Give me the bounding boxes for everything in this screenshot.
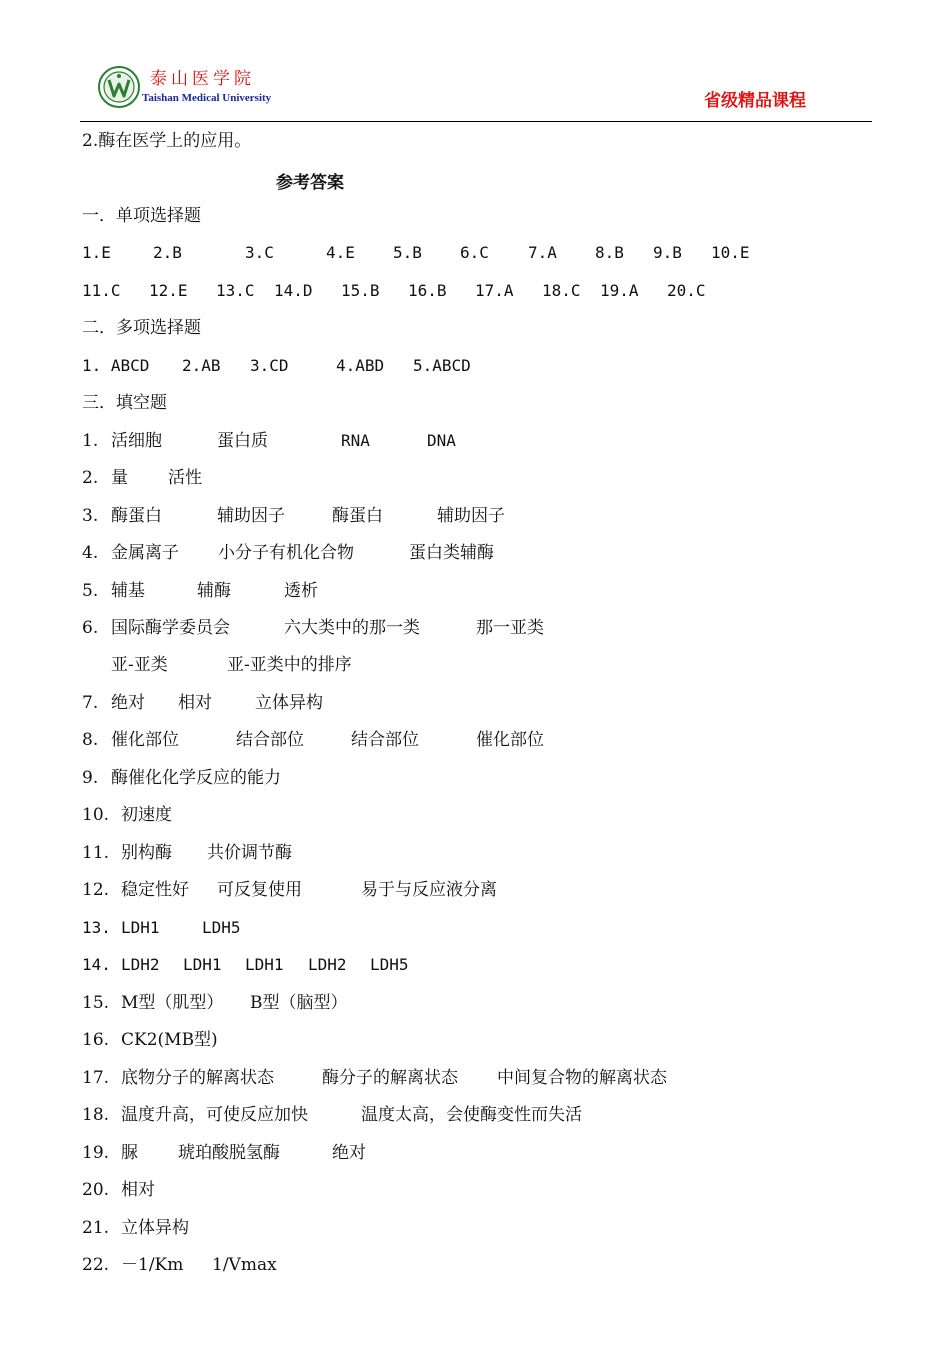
- item-number: 2.: [82, 468, 99, 488]
- answer-item: 酶分子的解离状态: [322, 1068, 458, 1088]
- fill-blank-item: [0, 616, 952, 640]
- answer-item: 亚-亚类: [111, 655, 168, 675]
- answer-item: 18.C: [542, 281, 581, 300]
- fill-blank-item: [0, 803, 952, 827]
- fill-blank-item: [0, 766, 952, 790]
- answer-item: 立体异构: [255, 693, 323, 713]
- answer-item: 结合部位: [351, 730, 419, 750]
- section-heading-fill-blank: 三．填空题: [82, 393, 167, 413]
- fill-blank-item: [0, 1253, 952, 1277]
- answer-item: －1/Km: [121, 1255, 184, 1275]
- answer-item: 酶蛋白: [111, 506, 162, 526]
- answer-item: 10.E: [711, 243, 750, 262]
- answer-item: 5.B: [393, 243, 422, 262]
- answer-item: 11.C: [82, 281, 121, 300]
- fill-blank-item: [0, 1178, 952, 1202]
- fill-blank-item: [0, 1141, 952, 1165]
- answer-item: 金属离子: [111, 543, 179, 563]
- multi-choice-row: [0, 354, 952, 378]
- answer-item: 亚-亚类中的排序: [227, 655, 352, 675]
- answer-item: 小分子有机化合物: [218, 543, 354, 563]
- section-heading-single-choice: 一．单项选择题: [82, 206, 201, 226]
- item-number: 17.: [82, 1068, 110, 1088]
- answer-item: 4.E: [326, 243, 355, 262]
- answer-item: 可反复使用: [217, 880, 302, 900]
- answer-item: 相对: [121, 1180, 155, 1200]
- answer-item: 13.C: [216, 281, 255, 300]
- answer-item: LDH2: [308, 955, 347, 974]
- answer-item: 5.ABCD: [413, 356, 471, 375]
- answer-item: 酶蛋白: [332, 506, 383, 526]
- school-name-en: Taishan Medical University: [142, 92, 272, 104]
- fill-blank-item: [0, 579, 952, 603]
- answer-item: 立体异构: [121, 1218, 189, 1238]
- item-number: 8.: [82, 730, 99, 750]
- answer-item: 6.C: [460, 243, 489, 262]
- fill-blank-item: [0, 653, 952, 677]
- fill-blank-item: [0, 1103, 952, 1127]
- answer-item: 蛋白质: [217, 431, 268, 451]
- answer-item: 易于与反应液分离: [361, 880, 497, 900]
- answer-item: LDH1: [183, 955, 222, 974]
- page-title: 参考答案: [276, 173, 344, 193]
- prev-question: 2.酶在医学上的应用。: [82, 131, 252, 151]
- answer-item: 活性: [168, 468, 202, 488]
- answer-item: 稳定性好: [121, 880, 189, 900]
- fill-blank-item: [0, 728, 952, 752]
- header-divider: [80, 121, 872, 122]
- answer-item: 催化部位: [111, 730, 179, 750]
- answer-item: 8.B: [595, 243, 624, 262]
- answer-item: B型（脑型）: [250, 993, 348, 1013]
- answer-item: 辅助因子: [217, 506, 285, 526]
- item-number: 4.: [82, 543, 99, 563]
- item-number: 22.: [82, 1255, 110, 1275]
- answer-item: 透析: [284, 581, 318, 601]
- item-number: 14.: [82, 955, 111, 974]
- item-number: 19.: [82, 1143, 110, 1163]
- answer-item: 温度升高，可使反应加快: [121, 1105, 308, 1125]
- answer-item: 3.CD: [250, 356, 289, 375]
- answer-item: LDH1: [121, 918, 160, 937]
- answer-item: 六大类中的那一类: [284, 618, 420, 638]
- answer-item: 量: [111, 468, 128, 488]
- fill-blank-item: [0, 841, 952, 865]
- answer-item: 绝对: [332, 1143, 366, 1163]
- fill-blank-item: [0, 466, 952, 490]
- answer-item: M型（肌型）: [121, 993, 224, 1013]
- answer-item: 1/Vmax: [212, 1255, 277, 1275]
- answer-item: LDH2: [121, 955, 160, 974]
- fill-blank-item: [0, 878, 952, 902]
- answer-item: 辅酶: [197, 581, 231, 601]
- course-label: 省级精品课程: [704, 91, 806, 111]
- answer-item: 脲: [121, 1143, 138, 1163]
- item-number: 18.: [82, 1105, 110, 1125]
- answer-item: RNA: [341, 431, 370, 450]
- fill-blank-item: [0, 953, 952, 977]
- answer-item: 琥珀酸脱氢酶: [178, 1143, 280, 1163]
- answer-item: 12.E: [149, 281, 188, 300]
- answer-item: 别构酶: [121, 843, 172, 863]
- answer-item: 结合部位: [236, 730, 304, 750]
- answer-item: LDH1: [245, 955, 284, 974]
- answer-item: 19.A: [600, 281, 639, 300]
- answer-item: 温度太高，会使酶变性而失活: [361, 1105, 582, 1125]
- fill-blank-item: [0, 916, 952, 940]
- answer-item: 蛋白类辅酶: [409, 543, 494, 563]
- answer-item: LDH5: [370, 955, 409, 974]
- item-number: 9.: [82, 768, 99, 788]
- item-number: 12.: [82, 880, 110, 900]
- fill-blank-item: [0, 541, 952, 565]
- answer-item: 16.B: [408, 281, 447, 300]
- answer-item: 1. ABCD: [82, 356, 150, 375]
- answer-item: 酶催化化学反应的能力: [111, 768, 281, 788]
- item-number: 20.: [82, 1180, 110, 1200]
- answer-item: 中间复合物的解离状态: [497, 1068, 667, 1088]
- item-number: 1.: [82, 431, 99, 451]
- single-choice-row: [0, 241, 952, 265]
- answer-item: 17.A: [475, 281, 514, 300]
- fill-blank-item: [0, 1216, 952, 1240]
- answer-item: 活细胞: [111, 431, 162, 451]
- answer-item: 14.D: [274, 281, 313, 300]
- section-heading-multi-choice: 二．多项选择题: [82, 318, 201, 338]
- item-number: 7.: [82, 693, 99, 713]
- answer-item: LDH5: [202, 918, 241, 937]
- item-number: 11.: [82, 843, 110, 863]
- answer-item: CK2(MB型): [121, 1030, 218, 1050]
- item-number: 6.: [82, 618, 99, 638]
- item-number: 5.: [82, 581, 99, 601]
- item-number: 10.: [82, 805, 110, 825]
- answer-item: 1.E: [82, 243, 111, 262]
- school-name-cn: 泰山医学院: [150, 69, 255, 89]
- answer-item: 15.B: [341, 281, 380, 300]
- answer-item: 底物分子的解离状态: [121, 1068, 274, 1088]
- answer-item: 3.C: [245, 243, 274, 262]
- answer-item: 20.C: [667, 281, 706, 300]
- answer-item: 4.ABD: [336, 356, 385, 375]
- answer-item: 2.B: [153, 243, 182, 262]
- fill-blank-item: [0, 429, 952, 453]
- answer-item: 辅助因子: [437, 506, 505, 526]
- fill-blank-item: [0, 504, 952, 528]
- answer-item: 绝对: [111, 693, 145, 713]
- answer-item: 那一亚类: [476, 618, 544, 638]
- answer-item: 催化部位: [476, 730, 544, 750]
- university-logo-icon: [98, 66, 140, 108]
- item-number: 3.: [82, 506, 99, 526]
- answer-item: DNA: [427, 431, 456, 450]
- answer-item: 国际酶学委员会: [111, 618, 230, 638]
- answer-item: 初速度: [121, 805, 172, 825]
- item-number: 16.: [82, 1030, 110, 1050]
- answer-item: 7.A: [528, 243, 557, 262]
- answer-item: 2.AB: [182, 356, 221, 375]
- answer-item: 相对: [178, 693, 212, 713]
- single-choice-row: [0, 279, 952, 303]
- answer-item: 共价调节酶: [207, 843, 292, 863]
- answer-item: 9.B: [653, 243, 682, 262]
- item-number: 21.: [82, 1218, 110, 1238]
- answer-item: 辅基: [111, 581, 145, 601]
- item-number: 13.: [82, 918, 111, 937]
- fill-blank-item: [0, 991, 952, 1015]
- fill-blank-item: [0, 691, 952, 715]
- fill-blank-item: [0, 1066, 952, 1090]
- fill-blank-item: [0, 1028, 952, 1052]
- item-number: 15.: [82, 993, 110, 1013]
